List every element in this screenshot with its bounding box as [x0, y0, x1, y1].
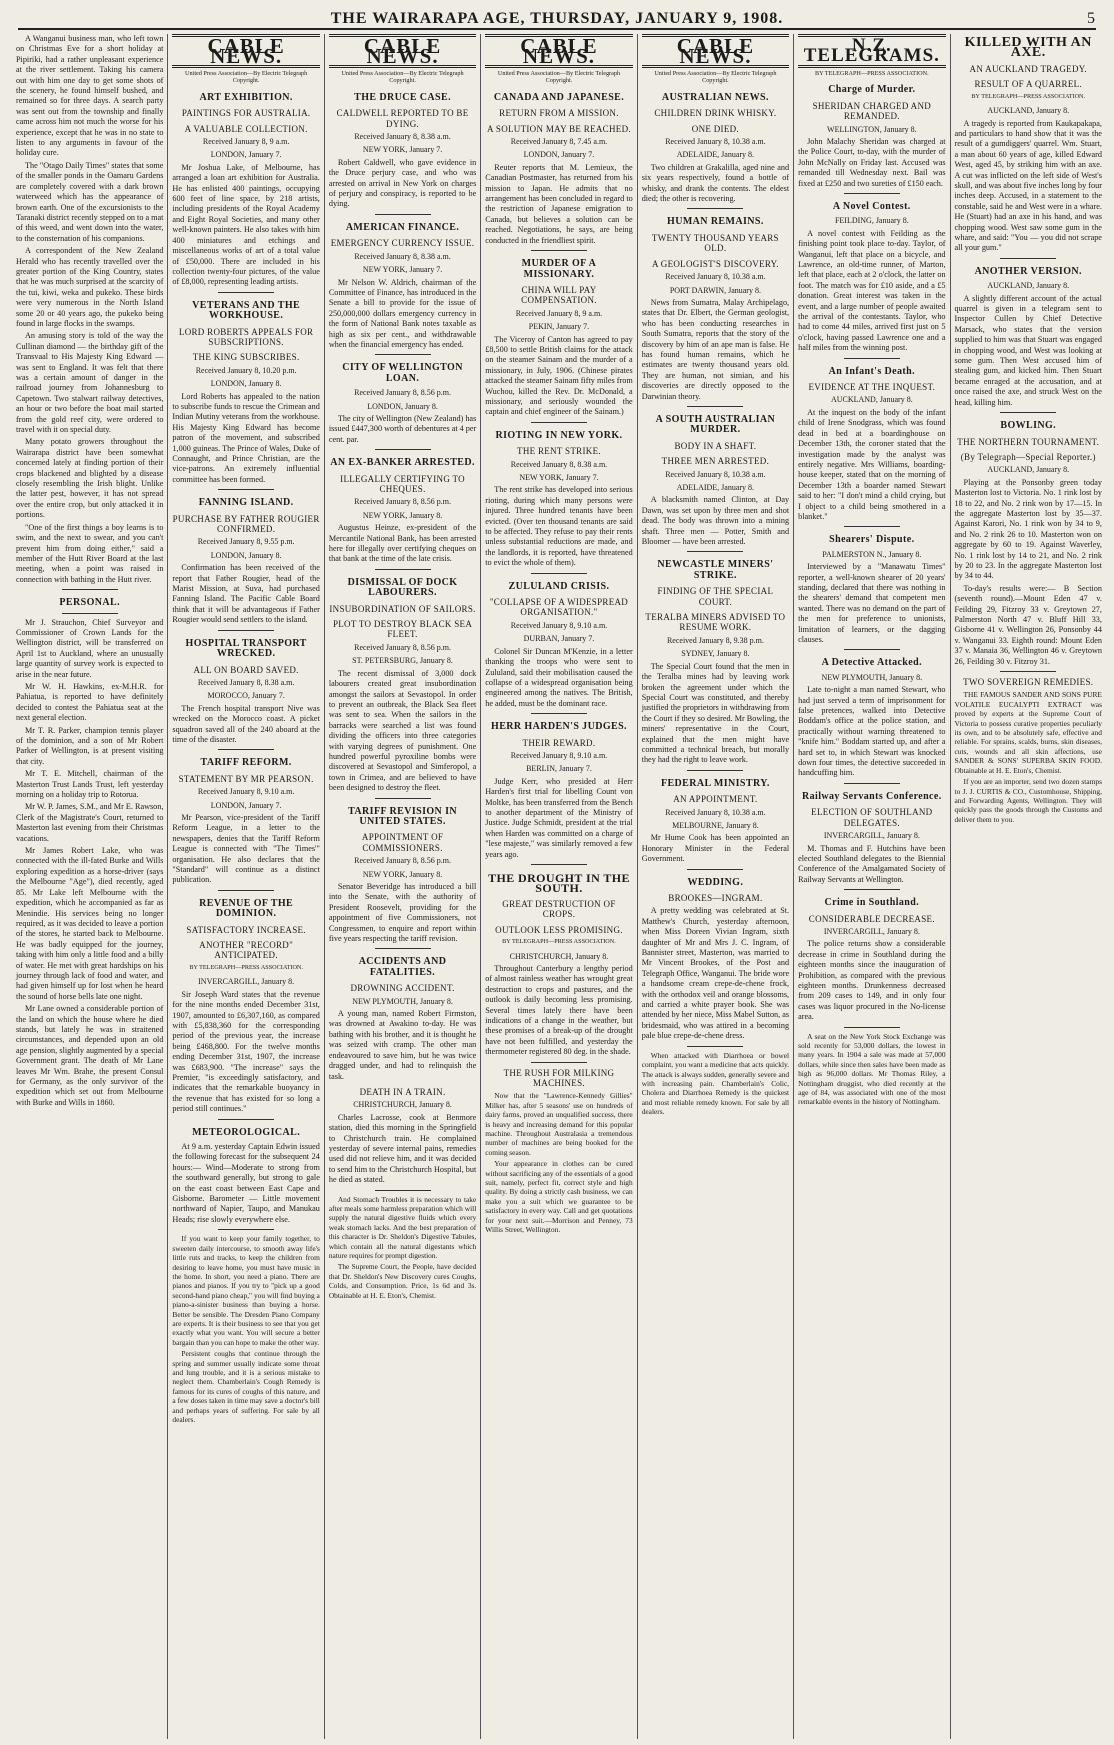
- received-line: Received January 8, 8.38 a.m.: [354, 132, 451, 142]
- place-line: INVERCARGILL, January 8.: [823, 831, 920, 841]
- article-body: A seat on the New York Stock Exchange was sold recently for 53,000 dollars, the lowest in many years. In 1904 a sale was made at 57,000 dollars, while since then sales have been made as high as 96,000 dollars. Mr Thomas Riley, a Nottingham druggist, who died recently at the age of 84, was associated with one of the most remarkable events in the history of Nottingham.: [798, 1031, 946, 1107]
- received-line: Received January 8, 10.38 a.m.: [665, 807, 766, 817]
- article-body: Robert Caldwell, who gave evidence in the Druce perjury case, and who was arrested on arrival in New York on charges of perjury and conspiracy, is reported to be dying.: [328, 157, 477, 209]
- received-line: Received January 8, 9.10 a.m.: [197, 787, 295, 797]
- subheadline: OUTLOOK LESS PROMISING.: [495, 924, 623, 935]
- divider: [375, 214, 431, 215]
- place-line: ADELAIDE, January 8.: [676, 483, 755, 492]
- masthead: [18, 6, 1096, 30]
- place-line: WELLINGTON, January 8.: [827, 124, 917, 134]
- place-line: AUCKLAND, January 8.: [987, 106, 1070, 116]
- divider: [375, 1190, 431, 1191]
- place-line: INVERCARGILL, January 8.: [198, 977, 295, 987]
- headline: TARIFF REFORM.: [200, 757, 292, 769]
- divider: [844, 889, 900, 890]
- section-title: PERSONAL.: [59, 597, 120, 609]
- subheadline: CALDWELL REPORTED TO BE DYING.: [336, 108, 469, 129]
- paragraph: A correspondent of the New Zealand Herald who has recently travelled over the greater portion of the King Country, states that he was much surprised at the scarcity of the tui, kiwi, weka and pukeko. These birds were very numerous in the North Island some 20 or 40 years ago, the pukeko being found in large flocks in the swamps.: [16, 246, 164, 328]
- paragraph: Mr Lane owned a considerable portion of the land on which the house where he died stands, but lately he was in straitened circumstances, and depended upon an old age pension, slightly augmented by a special Government grant. The death of Mr Lane leaves Mr Wm. Brahe, the present Consul for Germany, as the only survivor of the expedition which set out from Melbourne with Burke and Wills in 1860.: [16, 1004, 164, 1107]
- headline: KILLED WITH AN AXE.: [964, 35, 1092, 61]
- article-body: A blacksmith named Clinton, at Day Dawn, was set upon by three men and shot dead. The body was thrown into a mining shaft. Three men — Potter, Smith and Bloomer — have been arrested.: [641, 495, 790, 547]
- received-line: Received January 8, 7.45 a.m.: [510, 137, 608, 147]
- subheadline: TERALBA MINERS ADVISED TO RESUME WORK.: [645, 612, 786, 633]
- article-body: Interviewed by a "Manawatu Times" reporter, a well-known shearer of 20 years' standing, declared that there was nothing in the shearers' demand that competent men wanted. There was no demand on the part of the men for preference to unionists, limitation of learners, or the dagging clauses.: [798, 562, 946, 644]
- subheadline: CONSIDERABLE DECREASE.: [808, 913, 935, 924]
- paragraph: The "Otago Daily Times" states that some of the smaller ponds in the Oamaru Gardens are completely covered with a dark brown waterweed which has the appearance of brown earth. One of the excursionists to the Taranaki district recently stepped on to a mat of this weed, and went down into the water, to the consternation of his companions.: [16, 160, 164, 243]
- column-3: [325, 34, 481, 1739]
- received-line: Received January 8, 8.56 p.m.: [354, 642, 451, 652]
- advertisement: Your appearance in clothes can be cured without sacrificing any of the essentials of a good suit, namely, perfect fit, correct style and high quality. By doing a strictly cash business, we can make you a suit which we guarantee to be satisfactory in every way. Call and get quotations for your next suit.—Morrison and Penney, 73 Willis Street, Wellington.: [485, 1159, 633, 1235]
- received-line: Received January 8, 9 a.m.: [202, 137, 290, 147]
- subheadline: THE KING SUBSCRIBES.: [192, 352, 300, 363]
- paragraph: Mr W. H. Hawkins, ex-M.H.R. for Pahiatua, is reported to have definitely decided to contest the Pahiatua seat at the next general election.: [16, 681, 164, 723]
- article-body: The recent dismissal of 3,000 dock labourers created great insubordination amongst the sailors at Sevastopol. In order to prevent an outbreak, the Black Sea fleet was sent to sea. When the sailors in the barracks were searched a list was found dividing the officers into three categories with varying degrees of punishment. One hundred powerful pyroxiline bombs were discovered at Sevastopol and Simferopol, a town in Crimea, and are believed to have been designed to destroy the fleet.: [328, 668, 477, 793]
- subheadline: RESULT OF A QUARREL.: [974, 79, 1082, 90]
- headline: NEWCASTLE MINERS' STRIKE.: [657, 559, 774, 581]
- column-6: [794, 34, 950, 1739]
- subheadline: PURCHASE BY FATHER ROUGIER CONFIRMED.: [172, 513, 320, 535]
- subheadline: A VALUABLE COLLECTION.: [184, 123, 308, 134]
- columns: [12, 34, 1106, 1739]
- place-line: ADELAIDE, January 8.: [676, 150, 755, 160]
- place-line: FEILDING, January 8.: [834, 216, 909, 226]
- article-body: Lord Roberts has appealed to the nation to subscribe funds to rescue the Crimean and Indian Mutiny veterans from the workhouse. His Majesty King Edward has become patron of the movement, and subscribed 1,000 guineas. The Prince of Wales, Duke of Connaught, and Prince Christian, are the vice-patrons. An extremely influential committee has been formed.: [172, 391, 320, 484]
- paragraph: Many potato growers throughout the Wairarapa district have been somewhat concerned lately at finding portion of their crops blackened and blighted by a disease closely resembling the Irish blight. Unlike the latter pest, however, it has not spread over the entire crop, but only attacked it in portions.: [16, 437, 164, 520]
- advertisement: The Supreme Court, the People, have decided that Dr. Sheldon's New Discovery cures Coughs, Colds, and Consumption. Price, 1s 6d and 3s. Obtainable at H. E. Eton's, Chemist.: [328, 1262, 477, 1300]
- subheadline: AN APPOINTMENT.: [673, 794, 758, 805]
- received-line: Received January 8, 9.38 p.m.: [666, 635, 764, 645]
- article-body: Senator Beveridge has introduced a bill into the Senate, with the authority of President Roosevelt, providing for the appointment of five Commissioners, not Congressmen, to enquire and report within five years respecting the tariff revision.: [328, 882, 477, 944]
- article-body: A pretty wedding was celebrated at St. Matthew's Church, yesterday afternoon, when Miss Doreen Vivian Ingram, sixth daughter of Mr and Mrs J. C. Ingram, of Bannister street, Masterton, was married to Mr Vincent Brookes, of the Post and Telegraph Office, Wanganui. The bride wore a handsome cream crepe-de-chene frock, with the orthodox veil and orange blossoms, and carried a white prayer book. She was attended by her niece, Miss Mabel Sutton, as bridesmaid, who was attired in a becoming pale blue crepe-de-chene dress.: [641, 906, 790, 1041]
- headline: METEOROLOGICAL.: [192, 1126, 301, 1138]
- article-body: The city of Wellington (New Zealand) has issued £447,300 worth of debentures at 4 per cent. par.: [328, 413, 477, 444]
- divider: [844, 783, 900, 784]
- article-body: At the inquest on the body of the infant child of Irene Snodgrass, which was found dead in bed at a boardinghouse on December 13th, the coroner stated that the investigation made by the analyst was entirely negative. Mrs Williams, boarding-house keeper, stated that on the morning of December 13th a boarder named Stewart said to her: "I don't mind a child crying, but I object to a child being smothered in a blanket.": [798, 407, 946, 521]
- column-4: [481, 34, 637, 1739]
- place-line: LONDON, January 7.: [523, 150, 595, 160]
- divider: [62, 589, 118, 590]
- article-body: Mr Joshua Lake, of Melbourne, has arranged a loan art exhibition for Australia. He has enlisted 400 paintings, occupying 600 feet of line space, by 218 artists, including presidents of the Royal Academy and Eight Royal Societies, and many other well-known painters. He also takes with him 400 miniatures and etchings and miscellaneous works of art of a total value of £50,000. There are included in his collection twenty-four pictures, of the value of £8,000, representing leading artists.: [172, 162, 320, 287]
- received-line: Received January 8, 10.38 a.m.: [665, 469, 766, 479]
- divider: [687, 869, 743, 870]
- place-line: PEKIN, January 7.: [528, 322, 590, 332]
- paragraph: Mr J. Strauchon, Chief Surveyor and Commissioner of Crown Lands for the Wellington district, will be transferred on April 1st to Auckland, where an unusually large quantity of survey work is expected to arise in the near future.: [16, 617, 164, 679]
- divider: [531, 573, 587, 574]
- column-heading: CABLE NEWS.: [642, 34, 789, 68]
- headline: HERR HARDEN'S JUDGES.: [491, 721, 627, 733]
- advertisement: And Stomach Troubles it is necessary to take after meals some harmless preparation which will supply the natural digestive fluids which every weak stomach lacks. And the best preparation of this character is Dr. Sheldon's Digestive Tabules, which contain all the natural digestants which nature requires for prompt digestion.: [328, 1194, 477, 1260]
- headline: ANOTHER VERSION.: [974, 265, 1082, 277]
- divider: [218, 890, 274, 891]
- subheadline: LORD ROBERTS APPEALS FOR SUBSCRIPTIONS.: [178, 326, 314, 347]
- headline: THE DROUGHT IN THE SOUTH.: [488, 871, 630, 896]
- credit-line: BY TELEGRAPH—PRESS ASSOCIATION.: [502, 938, 616, 946]
- headline: MURDER OF A MISSIONARY.: [521, 258, 597, 280]
- divider: [844, 358, 900, 359]
- subheadline: ALL ON BOARD SAVED.: [193, 664, 299, 675]
- article-body: The rent strike has developed into serious rioting, during which many persons were injured. Three hundred tenants have been evicted. (Over ten thousand tenants are said to be affected. They refuse to pay their rents unless substantial reductions are made, and the landlords, it is reported, have threatened to evict the whole of them).: [485, 485, 633, 568]
- subheadline: EMERGENCY CURRENCY ISSUE.: [330, 238, 475, 249]
- article-body: A tragedy is reported from Kaukapakapa, and particulars to hand show that it was the result of a gumdiggers' quarrel. Wm. Stuart, a man about 60 years of age, killed Edward West, aged 45, by striking him with an axe. A cut was inflicted on the left side of West's skull, and was about five inches long by four inches deep. Accused, in a statement to the constable, said he and West were in a whare. He (Stuart) had an axe in his hand, and was chopping wood. West saw some gum in the whare, and said: "You — you did not scrape all your gum.": [954, 118, 1102, 253]
- article-body: The Special Court found that the men in the Teralba mines had by leaving work broken the agreement under which the Special Court was constituted, and thereby justified the proprietors in withdrawing from the Court if they so desired. Mr Bowling, the miners' representative in the Court, explained that the men might have committed a technical breach, but morally they had the right to leave work.: [641, 661, 790, 765]
- headline: TWO SOVEREIGN REMEDIES.: [963, 677, 1094, 688]
- headline: Railway Servants Conference.: [802, 790, 942, 802]
- headline: A SOUTH AUSTRALIAN MURDER.: [655, 413, 776, 436]
- headline: CITY OF WELLINGTON LOAN.: [342, 362, 463, 384]
- article-body: Reuter reports that M. Lemieux, the Canadian Postmaster, has returned from his mission to Japan. He admits that no arrangement has been concluded in regard to the restriction of Japanese emigration to Canada, but believes a solution can be reached. Negotiations, he says, are being conducted in the friendliest spirit.: [485, 162, 633, 245]
- place-line: NEW YORK, January 8.: [362, 869, 443, 879]
- subheadline: CHINA WILL PAY COMPENSATION.: [521, 284, 597, 306]
- page-number: 5: [1087, 10, 1096, 27]
- headline: HOSPITAL TRANSPORT WRECKED.: [185, 637, 307, 660]
- paragraph: Mr W. P. James, S.M., and Mr E. Rawson, Clerk of the Magistrate's Court, returned to Masterton last evening from their Christmas vacations.: [16, 802, 164, 843]
- divider: [218, 1119, 274, 1120]
- credit-line: BY TELEGRAPH—PRESS ASSOCIATION.: [189, 963, 303, 971]
- subheadline: PLOT TO DESTROY BLACK SEA FLEET.: [332, 619, 473, 640]
- column-heading: CABLE NEWS.: [172, 34, 319, 68]
- article-body: A slightly different account of the actual quarrel is given in a telegram sent to Inspector Cullen by Chief Detective Marsack, who states that the version supplied to him was that Stuart was engaged in chopping wood, and West was looking at some gum. Then West accused him of stealing gum, and kicked him. Then Stuart became enraged at the accusation, and at once raised the axe, and struck West on the head, killing him.: [954, 293, 1102, 407]
- advertisement: If you want to keep your family together, to sweeten daily intercourse, to smooth away life's little ruts and tracks, to keep the children from desiring to leave home, you must have music in the home. In short, you need a piano. There are pianos and pianos. If you try to "pick up a good second-hand piano cheap," you will find buying a piano-a-sinister business than buying a horse. Better be sensible. The Dresden Piano Company are experts. It is their business to see that you get exactly what you want. You will secure a better bargain than you can hope to make the other way.: [172, 1234, 320, 1347]
- place-line: CHRISTCHURCH, January 8.: [509, 951, 609, 961]
- subheadline: ONE DIED.: [691, 123, 739, 134]
- place-line: LONDON, January 8.: [210, 379, 282, 389]
- article-body: Augustus Heinze, ex-president of the Mercantile National Bank, has been arrested here for illegally over certifying cheques on that bank at the time of the late crisis.: [328, 523, 477, 564]
- place-line: NEW PLYMOUTH, January 8.: [352, 996, 453, 1006]
- column-heading: CABLE NEWS.: [485, 34, 632, 68]
- subheadline: "COLLAPSE OF A WIDESPREAD ORGANISATION.": [489, 597, 629, 618]
- headline: TARIFF REVISION IN UNITED STATES.: [348, 805, 457, 827]
- article-body: Mr Nelson W. Aldrich, chairman of the Committee of Finance, has introduced in the Senate a bill to provide for the issue of 250,000,000 dollars emergency currency in the form of National Bank notes taxable as high as six per cent., and withdrawable when the financial emergency has ended.: [328, 277, 477, 349]
- place-line: NEW YORK, January 8.: [362, 510, 443, 520]
- subheadline: GREAT DESTRUCTION OF CROPS.: [502, 898, 616, 920]
- headline: VETERANS AND THE WORKHOUSE.: [192, 299, 301, 322]
- place-line: ST. PETERSBURG, January 8.: [352, 656, 453, 666]
- credit-line: United Press Association—By Electric Telegraph Copyright.: [654, 69, 777, 85]
- article-body: Late to-night a man named Stewart, who had just served a term of imprisonment for false pretences, walked into Detective Boddam's office at the police station, and practically without warning threatened to "knife him." Boddam started up, and after a hard set to, in which Stewart was knocked down four times, the detective succeeded in handcuffing him.: [798, 685, 946, 778]
- divider: [531, 422, 587, 423]
- headline: ART EXHIBITION.: [199, 91, 293, 103]
- divider: [375, 449, 431, 450]
- received-line: Received January 8, 8.56 p.m.: [354, 388, 451, 398]
- column-2: [168, 34, 324, 1739]
- headline: AMERICAN FINANCE.: [345, 221, 460, 233]
- received-line: Received January 8, 8.38 a.m.: [510, 459, 608, 469]
- column-heading: CABLE NEWS.: [329, 34, 476, 68]
- divider: [531, 1062, 587, 1063]
- article-body: At 9 a.m. yesterday Captain Edwin issued the following forecast for the subsequent 24 hours:— Wind—Moderate to strong from the southward generally, but strong to gale on the east coast between East Cape and Gisborne. Barometer — Little movement northward of Napier, Taupo, and Manukau Heads; rise slowly everywhere else.: [172, 1142, 320, 1224]
- headline: Charge of Murder.: [828, 84, 916, 96]
- place-line: NEW YORK, January 7.: [519, 473, 599, 482]
- received-line: Received January 8, 8.38 a.m.: [197, 677, 295, 687]
- subheadline: FINDING OF THE SPECIAL COURT.: [657, 586, 774, 607]
- divider: [1000, 412, 1056, 413]
- headline: AN EX-BANKER ARRESTED.: [330, 457, 475, 469]
- subheadline: EVIDENCE AT THE INQUEST.: [808, 382, 936, 393]
- subheadline: ILLEGALLY CERTIFYING TO CHEQUES.: [340, 473, 465, 494]
- subheadline: THE NORTHERN TOURNAMENT.: [957, 436, 1100, 447]
- place-line: PALMERSTON N., January 8.: [822, 549, 922, 559]
- received-line: Received January 8, 10.38 a.m.: [665, 137, 766, 147]
- headline: Shearers' Dispute.: [829, 534, 915, 546]
- masthead-title: THE WAIRARAPA AGE, THURSDAY, JANUARY 9, 1908.: [330, 10, 784, 27]
- divider: [218, 489, 274, 490]
- article-body: To-day's results were:— B Section (seventh round).—Mount Eden 47 v. Feilding 29, Fitzroy 33 v. Greytown 27, Palmerston North 47 v. Bluff Hill 33, Gisborne 41 v. Wellington 26, Ponsonby 44 v. Wanganui 33. Eighth round: Mount Eden 37 v. Manaia 36, Wellington 46 v. Greytown 26, Feilding 30 v. Fitzroy 31.: [954, 583, 1102, 666]
- divider: [844, 193, 900, 194]
- headline: HUMAN REMAINS.: [667, 216, 764, 228]
- subheadline: SATISFACTORY INCREASE.: [186, 924, 306, 935]
- advertisement: Persistent coughs that continue through the spring and summer usually indicate some throat and lung trouble, and it is a serious mistake to neglect them. Chamberlain's Cough Remedy is famous for its cures of coughs of this nature, and a few doses taken in time may save a doctor's bill and perhaps years of suffering. For sale by all dealers.: [172, 1349, 320, 1424]
- received-line: Received January 8, 10.38 a.m.: [665, 272, 766, 282]
- column-heading: N.Z. TELEGRAMS.: [798, 34, 945, 68]
- divider: [531, 250, 587, 251]
- place-line: LONDON, January 7.: [210, 800, 282, 810]
- subheadline: DROWNING ACCIDENT.: [350, 983, 455, 994]
- divider: [687, 551, 743, 552]
- advertisement: If you are an importer, send two dozen stamps to J. J. CURTIS & CO., Customhouse, Shipping, and Forwarding Agents, Wellington. They will quickly pass the goods through the Customs and deliver them to you.: [954, 777, 1102, 824]
- headline: WEDDING.: [687, 876, 744, 888]
- subheadline: THREE MEN ARRESTED.: [661, 456, 770, 467]
- headline: THE RUSH FOR MILKING MACHINES.: [503, 1067, 615, 1088]
- subheadline: PAINTINGS FOR AUSTRALIA.: [181, 108, 311, 119]
- paragraph: "One of the first things a boy learns is to swim, and the next to swear, and you can't prevent him from doing either," said a member of the Hutt River Board at the last meeting, when a point was raised in connection with bathing in the Hutt river.: [16, 522, 164, 584]
- article-body: John Malachy Sheridan was charged at the Police Court, to-day, with the murder of John McNally on Friday last. Accused was remanded till Wednesday next. Bail was fixed at £250 and two sureties of £150 each.: [798, 136, 946, 188]
- advertisement: THE FAMOUS SANDER AND SONS PURE VOLATILE EUCALYPTI EXTRACT was proved by experts at the Supreme Court of Victoria to possess curative properties peculiarly its own, and to be absolutely safe, effective and reliable. For sprains, scalds, burns, skin diseases, cuts, wounds and all skin affections, use SANDER & SONS' SUPERBA SKIN FOOD. Obtainable at H. E. Eton's, Chemist.: [954, 690, 1102, 775]
- article-body: Charles Lacrosse, cook at Benmore station, died this morning in the Springfield to Christchurch train. He complained yesterday of severe internal pains, remedies used did not relieve him, and it was decided to send him to the Christchurch Hospital, but he died as stated.: [328, 1112, 477, 1185]
- subheadline: STATEMENT BY MR PEARSON.: [178, 773, 314, 784]
- place-line: LONDON, January 8.: [210, 550, 282, 560]
- place-line: AUCKLAND, January 8.: [830, 395, 913, 405]
- headline: An Infant's Death.: [828, 365, 916, 377]
- headline: A Detective Attacked.: [821, 657, 922, 669]
- paragraph: Mr T. E. Mitchell, chairman of the Masterton Trust Lands Trust, left yesterday morning on a holiday trip to Rotorua.: [16, 769, 164, 800]
- divider: [218, 292, 274, 293]
- place-line: LONDON, January 7.: [210, 150, 282, 160]
- article-body: M. Thomas and F. Hutchins have been elected Southland delegates to the Biennial Conference of the Amalgamated Society of Railway Servants at Wellington.: [798, 843, 946, 884]
- place-line: NEW YORK, January 7.: [362, 145, 443, 155]
- article-body: News from Sumatra, Malay Archipelago, states that Dr. Elbert, the German geologist, who has been conducting researches in South Sumatra, reports that the story of the discovery by him of an ape man is false. He has found human remains, which he estimates are twenty thousand years old. They are human, not simian, and his discoveries are directly opposed to the Darwinian theory.: [641, 297, 790, 401]
- place-line: BERLIN, January 7.: [526, 764, 592, 774]
- divider: [375, 569, 431, 570]
- divider: [687, 406, 743, 407]
- subheadline: A GEOLOGIST'S DISCOVERY.: [651, 258, 779, 269]
- headline: AUSTRALIAN NEWS.: [661, 91, 769, 103]
- credit-line: BY TELEGRAPH—PRESS ASSOCIATION.: [815, 69, 929, 77]
- subheadline: TWENTY THOUSAND YEARS OLD.: [651, 232, 779, 254]
- headline: REVENUE OF THE DOMINION.: [199, 897, 294, 920]
- divider: [218, 630, 274, 631]
- paragraph: Mr T. R. Parker, champion tennis player of the dominion, and a son of Mr Robert Parker of Wellington, is at present visiting that city.: [16, 725, 164, 766]
- divider: [218, 1229, 274, 1230]
- place-line: SYDNEY, January 8.: [681, 649, 750, 659]
- headline: RIOTING IN NEW YORK.: [495, 429, 623, 441]
- place-line: AUCKLAND, January 8.: [987, 281, 1070, 291]
- article-body: Mr Hume Cook has been appointed an Honorary Minister in the Federal Government.: [641, 833, 790, 864]
- divider: [375, 354, 431, 355]
- received-line: Received January 8, 9.55 p.m.: [197, 537, 295, 547]
- advertisement: Now that the "Lawrence-Kennedy Gillies" Milker has, after 5 seasons' use on hundreds of dairy farms, proved an unqualified success, there is heavy and increasing demand for this popular machine. Throughout Australasia a tremendous number of machines are being booked for the coming season.: [485, 1091, 633, 1157]
- subheadline: A SOLUTION MAY BE REACHED.: [487, 123, 631, 134]
- divider: [844, 526, 900, 527]
- divider: [1000, 258, 1056, 259]
- credit-line: United Press Association—By Electric Telegraph Copyright.: [341, 69, 464, 85]
- subheadline: ELECTION OF SOUTHLAND DELEGATES.: [811, 807, 933, 828]
- place-line: CHRISTCHURCH, January 8.: [353, 1100, 452, 1110]
- advertisement: When attacked with Diarrhoea or bowel complaint, you want a medicine that acts quickly. The attack is always sudden, generally severe and with increasing pain. Chamberlain's Colic, Cholera and Diarrhoea Remedy is the quickest and most reliable remedy known. For sale by all dealers.: [641, 1050, 790, 1117]
- received-line: Received January 8, 8.56 p.m.: [354, 497, 451, 507]
- received-line: Received January 8, 9.10 a.m.: [510, 620, 608, 630]
- paragraph: Mr James Robert Lake, who was connected with the ill-fated Burke and Wills exploring expedition as a horse-driver (says the Melbourne "Age"), died recently, aged 85. Mr Lake left Melbourne with the expedition, which he accompanied as far as Menindie. His services being no longer required, as it was decided to leave a portion of the stores, he started back to Melbourne. He was badly equipped for the journey, taking with him only a little food and a billy of water. He met with great hardships on his journey through lack of food and water, and had given himself up for lost when he heard the sound of horse bells late one night.: [16, 846, 164, 1001]
- credit-line: United Press Association—By Electric Telegraph Copyright.: [185, 69, 308, 85]
- headline: ZULULAND CRISIS.: [508, 580, 610, 592]
- column-7: [951, 34, 1106, 1739]
- article-body: A young man, named Robert Firmston, was drowned at Awakino to-day. He was bathing with his brother, and it is thought he was seized with cramp. The other man endeavoured to save him, but he was twice dragged under, and had to relinquish the task.: [328, 1009, 477, 1081]
- headline: ACCIDENTS AND FATALITIES.: [358, 956, 447, 978]
- subheadline: ANOTHER "RECORD" ANTICIPATED.: [199, 940, 294, 961]
- divider: [531, 864, 587, 865]
- subheadline: (By Telegraph—Special Reporter.): [960, 451, 1096, 462]
- credit-line: BY TELEGRAPH—PRESS ASSOCIATION.: [971, 92, 1086, 100]
- article-body: Playing at the Ponsonby green today Masterton lost to Victoria. No. 1 rink lost by 18 to 22, and No. 2 rink won by 17—15. In the aggregate Masterton lost by 35—37. Against Karori, No. 1 rink won by 34 to 9, and No. 2 rink 26 to 10. Masterton won on aggregate by 60 to 19. Against Waverley, No. 1 rink lost by 14 to 21, and No. 2 rink by 20 to 23. In the aggregate Masterton lost by 34 to 44.: [954, 477, 1102, 581]
- divider: [1000, 671, 1056, 672]
- place-line: AUCKLAND, January 8.: [987, 465, 1070, 475]
- article-body: A novel contest with Feilding as the finishing point took place to-day. Taylor, of Wanganui, left that place on a bicycle, and Lawrence, an old-time runner, of Marton, left that place, each at 2 o'clock, the latter on foot. The match was for £10 aside, and a £5 donation. Great interest was taken in the event, and a large number of people awaited the arrival of the contestants. Taylor, who had to come 44 miles, arrived first just on 5 o'clock, having passed Lawrence one and a half miles from the winning post.: [798, 228, 946, 353]
- divider: [62, 613, 118, 614]
- place-line: NEW YORK, January 7.: [362, 265, 443, 275]
- subheadline: INSUBORDINATION OF SAILORS.: [329, 603, 476, 614]
- paragraph: A Wanganui business man, who left town on Christmas Eve for a short holiday at Pipiriki, had a rather unpleasant experience at the river settlement. Taking his camera out with him one day to get some shots of the scenery, he found himself bushed, and remained so for three days. A search party was sent out from the township and finally came across him not much the worse for his experience, except that he was in no state to listen to any arguments in favour of the holiday cure.: [16, 34, 164, 158]
- divider: [687, 1046, 743, 1047]
- column-5: [638, 34, 794, 1739]
- divider: [375, 948, 431, 949]
- headline: FEDERAL MINISTRY.: [660, 777, 770, 789]
- headline: A Novel Contest.: [832, 200, 911, 212]
- headline: FANNING ISLAND.: [198, 497, 294, 509]
- divider: [218, 749, 274, 750]
- subheadline: CHILDREN DRINK WHISKY.: [654, 108, 777, 119]
- article-body: Colonel Sir Duncan M'Kenzie, in a letter thanking the troops who were sent to Zululand, said their mobilisation caused the collapse of a widespread organisation being engineered among the natives. The British, he added, must be the dominant race.: [485, 646, 633, 708]
- article-body: Throughout Canterbury a lengthy period of almost rainless weather has wrought great destruction to crops and pastures, and the outlook is daily becoming less promising. Several times lately there have been indications of a change in the weather, but these promises of a break-up of the drought have not been fulfilled, and yesterday the thermometer registered 80 deg. in the shade.: [485, 963, 633, 1057]
- article-body: Mr Pearson, vice-president of the Tariff Reform League, in a letter to the newspapers, denies that the Tariff Reform League is connected with "The Times'" organisation. He also declares that the "Standard" will continue as a distinct publication.: [172, 812, 320, 885]
- place-line: PORT DARWIN, January 8.: [669, 285, 761, 295]
- received-line: Received January 8, 9 a.m.: [515, 308, 603, 318]
- subheadline: BROOKES—INGRAM.: [668, 893, 763, 903]
- subheadline: AN AUCKLAND TRAGEDY.: [969, 63, 1087, 74]
- headline: Crime in Southland.: [824, 897, 920, 909]
- article-body: The French hospital transport Nive was wrecked on the Morocco coast. A picket squadron saved all of the 240 aboard at the time of the disaster.: [172, 703, 320, 744]
- subheadline: DEATH IN A TRAIN.: [359, 1086, 446, 1097]
- place-line: LONDON, January 8.: [367, 401, 438, 411]
- subheadline: APPOINTMENT OF COMMISSIONERS.: [361, 832, 444, 853]
- article-body: Two children at Grakalilla, aged nine and six years respectively, found a bottle of whisky, and drank the contents. The eldest died; the other is recovering.: [641, 162, 790, 204]
- subheadline: BODY IN A SHAFT.: [674, 440, 757, 451]
- received-line: Received January 8, 10.20 p.m.: [195, 365, 297, 375]
- place-line: NEW PLYMOUTH, January 8.: [821, 672, 923, 682]
- divider: [844, 649, 900, 650]
- divider: [687, 770, 743, 771]
- place-line: DURBAN, January 7.: [523, 634, 595, 644]
- article-body: The police returns show a considerable decrease in crime in Southland during the eighteen months since the inauguration of Prohibition, as compared with the previous eighteen months. Drunkenness decreased from 209 cases to 149, and in only four cases was liquor procured in the No-license area.: [798, 939, 946, 1022]
- place-line: MOROCCO, January 7.: [207, 691, 285, 701]
- article-body: Judge Kerr, who presided at Herr Harden's first trial for libelling Count von Moltke, has been transferred from the Bench to another department of the Ministry of Justice. Judge Schmidt, president at the trial when Harden was committed on a charge of "lese majeste," was similarly removed a few years ago.: [485, 776, 633, 859]
- subheadline: RETURN FROM A MISSION.: [499, 108, 619, 119]
- credit-line: United Press Association—By Electric Telegraph Copyright.: [497, 69, 621, 85]
- divider: [844, 1027, 900, 1028]
- received-line: Received January 8, 8.38 a.m.: [354, 251, 451, 261]
- column-1: [12, 34, 168, 1739]
- article-body: Confirmation has been received of the report that Father Rougier, head of the Marist Mission, at Suva, had purchased Fanning Island. The Pacific Cable Board think that it will be advantageous if Father Rougier would send settlers to the island.: [172, 563, 320, 625]
- paragraph: An amusing story is told of the way the Cullinan diamond — the birthday gift of the Transvaal to His Majesty King Edward — was sent to England. It was felt that there was a certain amount of danger in the railroad journey from Johannesburg to Capetown. Two stalwart railway detectives, an hour or two before the boat mail started from the gold reef city, were ordered to travel with it on special duty.: [16, 331, 164, 435]
- place-line: MELBOURNE, January 8.: [672, 820, 759, 830]
- received-line: Received January 8, 8.56 p.m.: [354, 856, 451, 866]
- headline: CANADA AND JAPANESE.: [493, 91, 625, 103]
- subheadline: THE RENT STRIKE.: [517, 446, 601, 457]
- divider: [375, 798, 431, 799]
- article-body: Sir Joseph Ward states that the revenue for the nine months ended December 31st, 1907, amounted to £6,307,160, as compared with £5,838,360 for the corresponding period of the previous year, the increase being £468,800. For the twelve months ending December 31st, 1907, the increase was £683,900. "The increase" says the Premier, "is exceedingly satisfactory, and indicates that the remarkable buoyancy in the revenue that has existed for so long a period still continues.": [172, 989, 320, 1114]
- article-body: The Viceroy of Canton has agreed to pay £8,500 to settle British claims for the attack on the steamer Sainam and the murder of a missionary, in July, 1906. (Chinese pirates attacked the steamer Sainam fifty miles from Wuchou, killed the Rev. Dr. McDonald, a missionary, and seriously wounded the captain and chief engineer of the Sainam.): [485, 334, 633, 417]
- place-line: INVERCARGILL, January 8.: [823, 926, 920, 936]
- headline: BOWLING.: [1000, 420, 1057, 432]
- subheadline: THEIR REWARD.: [522, 737, 596, 748]
- headline: DISMISSAL OF DOCK LABOURERS.: [347, 576, 458, 599]
- divider: [531, 713, 587, 714]
- headline: THE DRUCE CASE.: [354, 91, 451, 103]
- received-line: Received January 8, 9.10 a.m.: [510, 750, 608, 760]
- divider: [687, 208, 743, 209]
- subheadline: SHERIDAN CHARGED AND REMANDED.: [812, 100, 932, 122]
